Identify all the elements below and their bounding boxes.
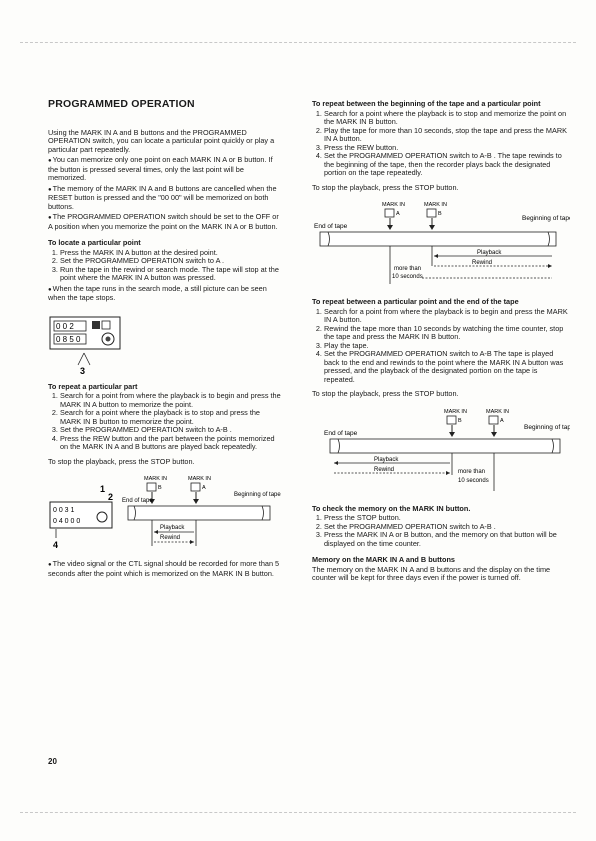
video-signal-note: ● The video signal or the CTL signal should be recorded for more than 5 seconds after the point which is memorized on the MARK IN B button. [48,560,283,578]
step: 2. Set the PROGRAMMED OPERATION switch to A . [60,257,283,266]
counter-top-text: 0 0 2 [56,321,74,331]
section2-heading: To repeat between a particular point and the end of the tape [312,297,519,306]
locate-heading: To locate a particular point [48,238,141,247]
playback-label: Playback [160,525,185,531]
bottom-edge-line [20,812,576,813]
beginning-of-tape-label: Beginning of tape [522,215,570,222]
section4-text: The memory on the MARK IN A and B buttons and the display on the time counter will be kept for three days even if the power is turned off. [312,564,551,582]
step: 3. Press the REW button. [324,144,570,153]
mark-in-a-label: MARK IN [486,408,509,415]
stop-instruction: To stop the playback, press the STOP button. [48,456,195,466]
locate-figure [48,309,283,377]
repeat-diagram [48,472,283,554]
step: 3. Play the tape. [324,342,570,351]
repeat-steps [48,392,283,452]
vcr-display-illustration [48,309,128,377]
figure-callout-3: 3 [80,365,86,376]
counter-top-text: 0 0 3 1 [53,507,75,514]
section1-heading: To repeat between the beginning of the tape and a particular point [312,99,541,108]
step: 4. Set the PROGRAMMED OPERATION switch to A-B . The tape rewinds to the beginning of the tape, then the recorder plays back the designated portion on the tape repeatedly. [324,152,570,178]
section2-figure [312,405,570,497]
beginning-to-point-diagram [312,198,570,288]
bullet-note: ● You can memorize only one point on each MARK IN A or B button. If the button is pressed several times, only the last point will be memorized. [48,156,283,183]
bullet-note: ● The memory of the MARK IN A and B buttons are cancelled when the RESET button is pressed and the "00 00" will be memorized on both buttons. [48,185,283,212]
mark-a-letter: A [500,417,504,424]
counter-bottom-text: 0 4 0 0 0 [53,518,81,525]
step: 3. Set the PROGRAMMED OPERATION switch to A-B . [60,426,283,435]
figure-callout-1: 1 [100,484,106,494]
mark-in-b-label: MARK IN [424,202,447,208]
seconds-label: 10 seconds [458,477,489,484]
more-than-label: more than [458,468,486,475]
step: 1. Search for a point from where the playback is to begin and press the MARK IN A button to memorize the point. [60,392,283,409]
mark-in-a-label: MARK IN [382,202,405,208]
repeat-figure [48,472,283,554]
mark-a-letter: A [202,485,206,491]
beginning-of-tape-label: Beginning of tape [234,492,281,498]
step: 4. Set the PROGRAMMED OPERATION switch to A-B The tape is played back to the end and rewinds to the point where the MARK IN A button was pressed, and the playback of the designated portion on the tape is repeated. [324,350,570,384]
left-column [48,100,283,580]
section4-heading: Memory on the MARK IN A and B buttons [312,555,455,564]
playback-label: Playback [374,456,399,463]
mark-b-letter: B [458,417,462,424]
mark-a-letter: A [396,211,400,217]
mark-in-b-label: MARK IN [444,408,467,415]
end-of-tape-label: End of tape [324,429,358,437]
locate-steps [48,249,283,283]
step: 3. Press the MARK IN A or B button, and the memory on that button will be displayed on the time counter. [324,531,570,548]
section1-figure [312,198,570,288]
stop-instruction: To stop the playback, press the STOP button. [312,389,459,398]
step: 2. Rewind the tape more than 10 seconds by watching the time counter, stop the tape and press the MARK IN B button. [324,325,570,342]
end-of-tape-label: End of tape [314,223,348,230]
rewind-label: Rewind [160,535,181,541]
step: 2. Play the tape for more than 10 seconds, stop the tape and press the MARK IN A button. [324,127,570,144]
section2-steps [312,308,570,385]
step: 2. Search for a point where the playback is to stop and press the MARK IN B button to memorize the point. [60,409,283,426]
figure-callout-4: 4 [53,540,59,550]
mark-in-b-label: MARK IN [144,476,167,482]
rewind-label: Rewind [374,466,395,473]
step: 4. Press the REW button and the part between the points memorized on the MARK IN A and B buttons are played back repeatedly. [60,435,283,452]
bullet-note: ● The PROGRAMMED OPERATION switch should be set to the OFF or A position when you memorize the point on the MARK IN A or B button. [48,213,283,231]
step: 1. Search for a point where the playback is to stop and memorize the point on the MARK IN B button. [324,110,570,127]
page-title: PROGRAMMED OPERATION [48,98,195,110]
beginning-of-tape-label: Beginning of tape [524,423,570,431]
counter-bottom-text: 0 8 5 0 [56,334,81,344]
top-edge-line [20,42,576,43]
mark-b-letter: B [438,211,442,217]
playback-label: Playback [477,250,502,256]
rewind-label: Rewind [472,260,493,266]
step: 1. Search for a point from where the playback is to begin and press the MARK IN A button. [324,308,570,325]
right-column [312,100,570,585]
repeat-heading: To repeat a particular part [48,381,138,391]
point-to-end-diagram [312,405,570,497]
section3-heading: To check the memory on the MARK IN button. [312,503,471,513]
step: 1. Press the MARK IN A button at the desired point. [60,249,283,258]
mark-b-letter: B [158,485,162,491]
more-than-label: more than [394,266,422,272]
end-of-tape-label: End of tape [122,498,153,504]
stop-instruction: To stop the playback, press the STOP button. [312,182,459,192]
intro-paragraph: Using the MARK IN A and B buttons and the PROGRAMMED OPERATION switch, you can locate a particular point quickly or play a particular part repeatedly. [48,127,275,154]
figure-callout-2: 2 [108,492,114,502]
step: 2. Set the PROGRAMMED OPERATION switch to A-B . [324,523,570,532]
section3-steps [312,514,570,548]
mark-in-a-label: MARK IN [188,476,211,482]
step: 1. Press the STOP button. [324,514,570,523]
seconds-label: 10 seconds [392,274,423,280]
page-number: 20 [48,757,57,766]
section1-steps [312,110,570,178]
search-note: ● When the tape runs in the search mode, a still picture can be seen when the tape stops. [48,285,283,303]
step: 3. Run the tape in the rewind or search mode. The tape will stop at the point where the MARK IN A button was pressed. [60,266,283,283]
